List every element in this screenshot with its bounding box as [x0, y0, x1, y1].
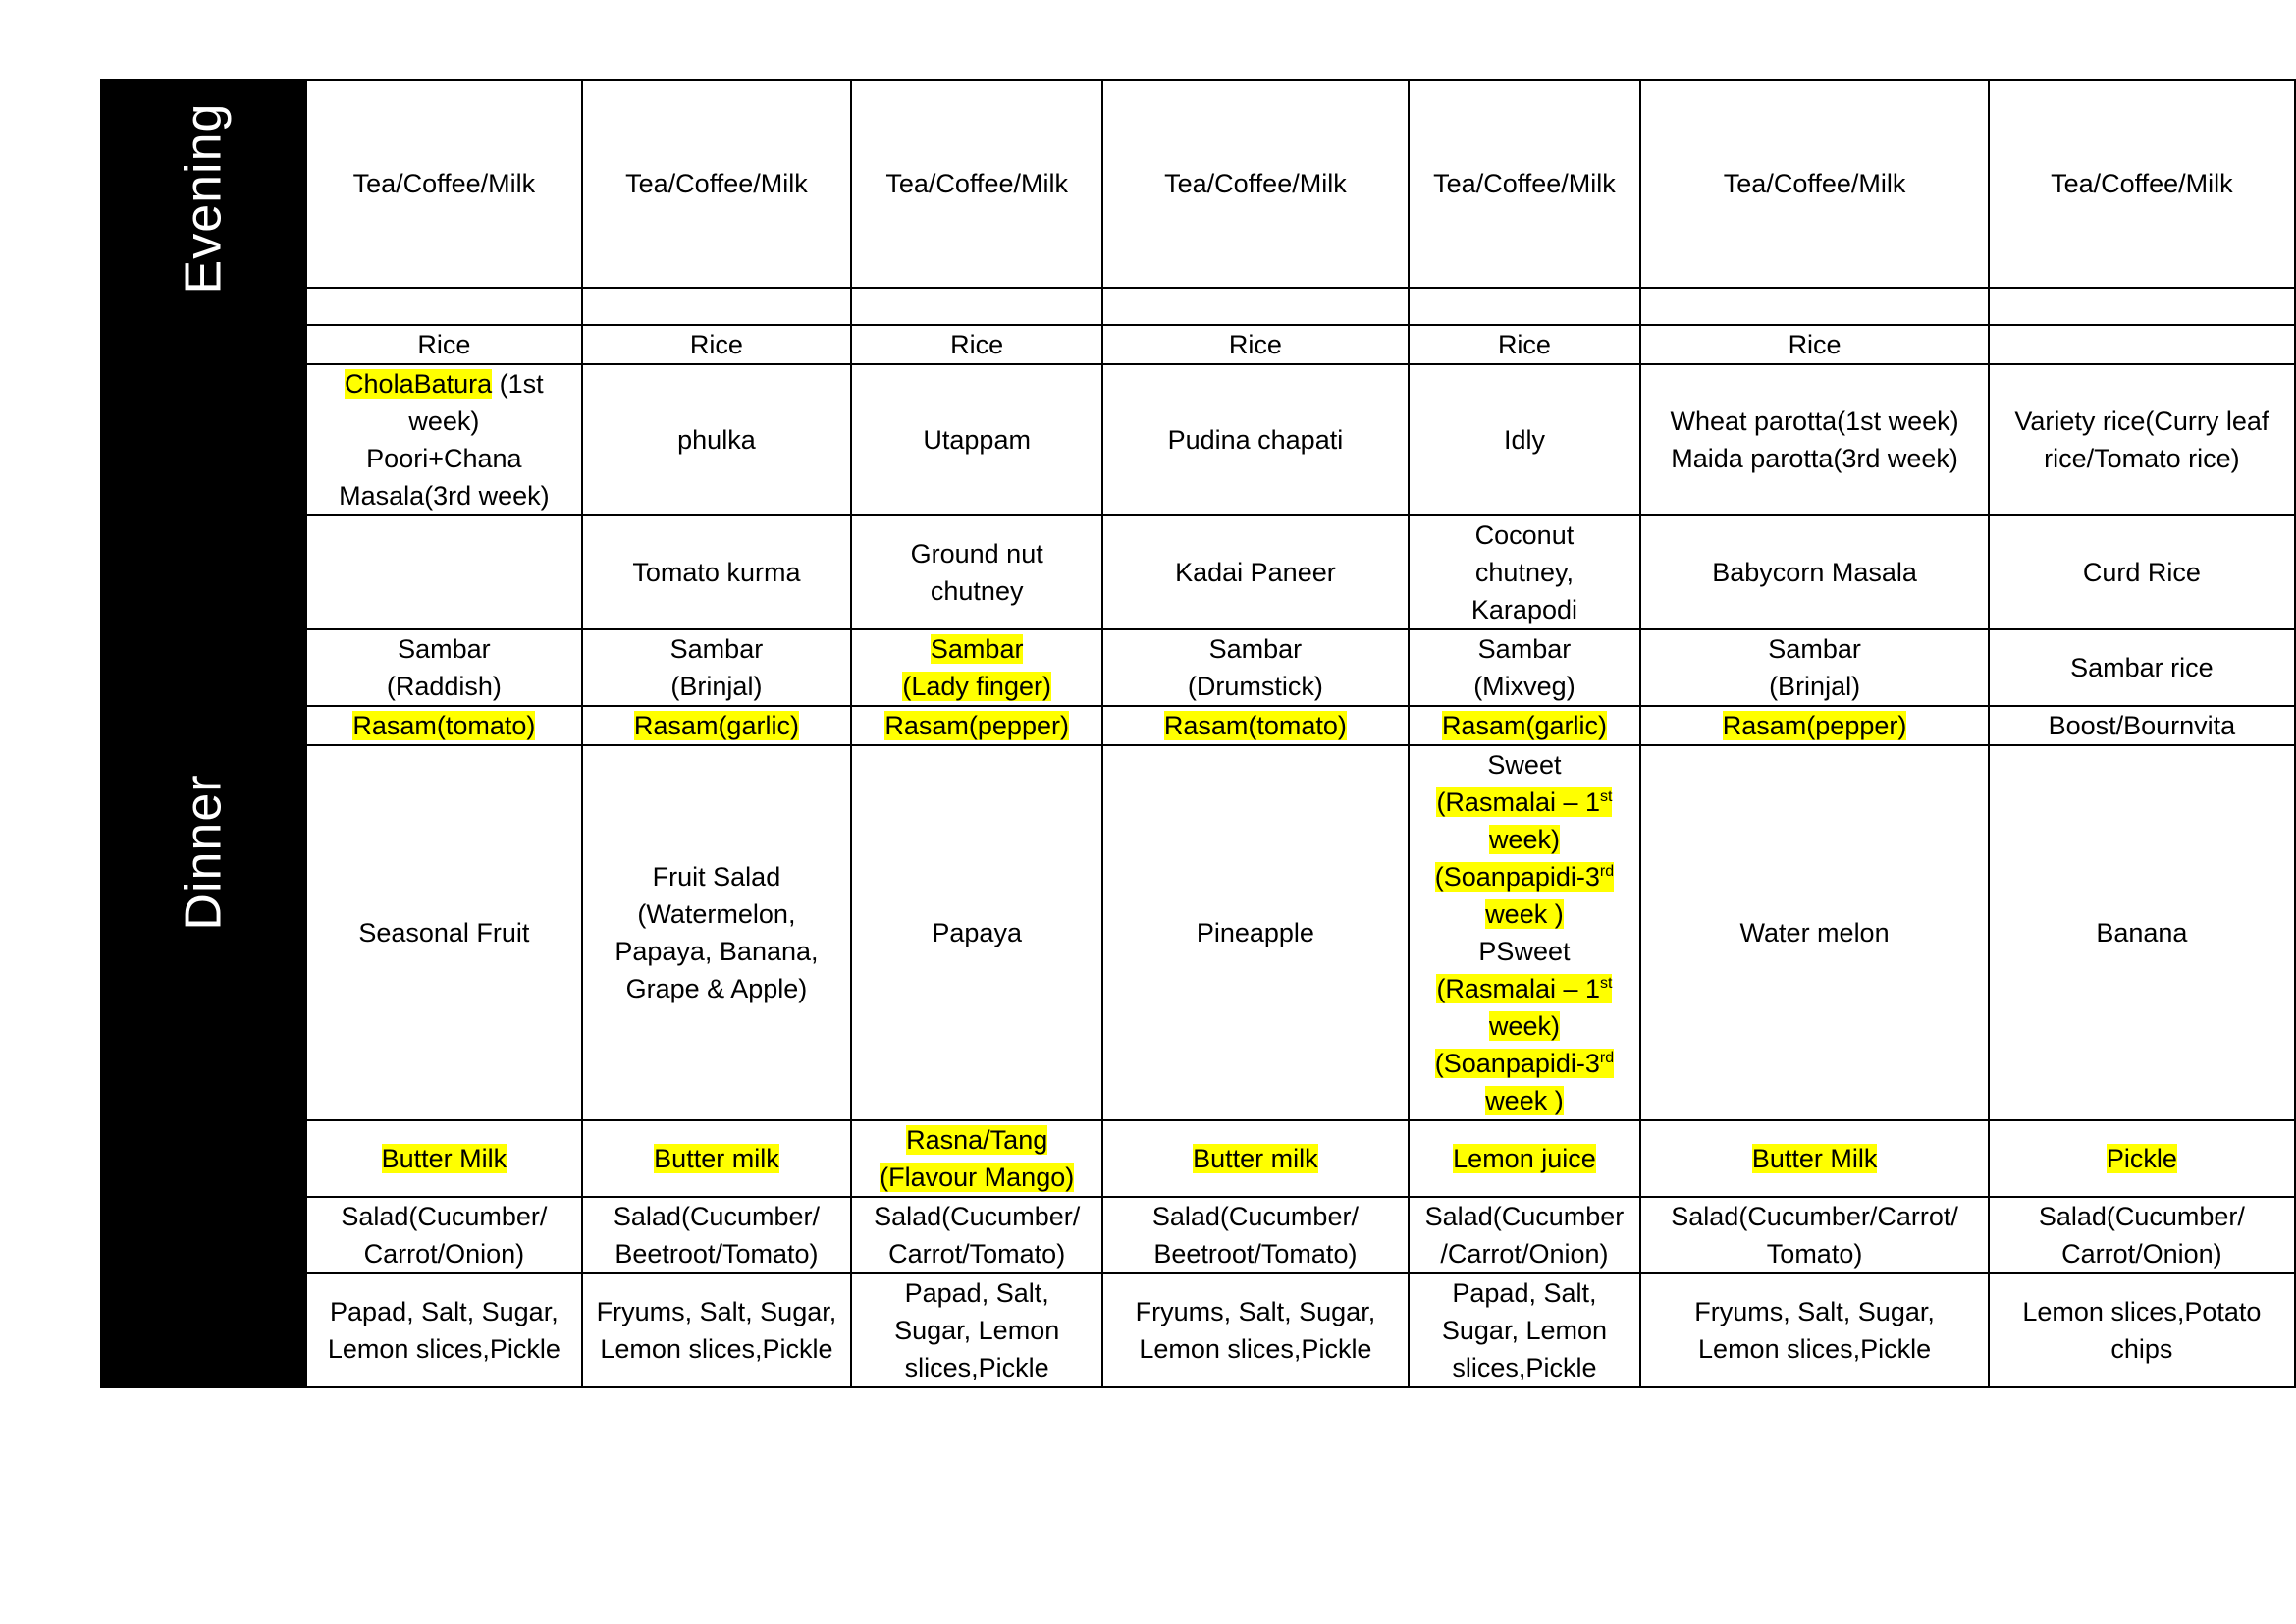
dessert-cell: Papaya — [851, 745, 1102, 1120]
dessert-text: (Watermelon, — [637, 899, 796, 929]
side-dish-cell: Babycorn Masala — [1640, 515, 1988, 629]
sambar-text: (Brinjal) — [1769, 672, 1861, 701]
salad-text: Carrot/Tomato) — [888, 1239, 1066, 1269]
rasam-cell — [306, 706, 582, 745]
salad-text: Salad(Cucumber/ — [1151, 1202, 1359, 1231]
dessert-text: Fruit Salad — [652, 862, 781, 892]
evening-drink-cell: Tea/Coffee/Milk — [582, 80, 851, 288]
dessert-highlight — [1436, 787, 1612, 817]
side-dish-cell: Curd Rice — [1989, 515, 2295, 629]
sambar-cell — [851, 629, 1102, 706]
main-dish-text: Poori+Chana — [366, 444, 522, 473]
dinner-sambar-row — [101, 629, 2295, 706]
rice-cell: Rice — [582, 325, 851, 364]
drink-cell — [1640, 1120, 1988, 1197]
sambar-cell — [1102, 629, 1408, 706]
rasam-highlight: Rasam(tomato) — [352, 711, 536, 740]
main-dish-cell: Utappam — [851, 364, 1102, 515]
side-dish-text: Coconut — [1474, 520, 1575, 550]
extras-cell — [1640, 1273, 1988, 1387]
dessert-cell — [1409, 745, 1641, 1120]
rasam-cell: Boost/Bournvita — [1989, 706, 2295, 745]
drink-highlight: Butter Milk — [1751, 1144, 1878, 1173]
salad-text: Salad(Cucumber/Carrot/ — [1671, 1202, 1958, 1231]
dessert-cell: Water melon — [1640, 745, 1988, 1120]
side-dish-text: chutney, — [1474, 558, 1574, 587]
main-dish-cell — [306, 364, 582, 515]
dessert-text: (Soanpapidi-3 — [1434, 1049, 1600, 1078]
sambar-cell — [1409, 629, 1641, 706]
rice-cell: Rice — [1409, 325, 1641, 364]
salad-text: Salad(Cucumber/ — [341, 1202, 548, 1231]
drink-cell — [1409, 1120, 1641, 1197]
sambar-cell — [306, 629, 582, 706]
drink-highlight: Butter milk — [654, 1144, 779, 1173]
rice-cell: Rice — [1102, 325, 1408, 364]
evening-drink-cell: Tea/Coffee/Milk — [851, 80, 1102, 288]
dessert-sup: rd — [1599, 863, 1615, 880]
main-dish-cell — [1989, 364, 2295, 515]
main-dish-text: Wheat parotta(1st week) — [1670, 406, 1959, 436]
salad-text: Salad(Cucumber/ — [2038, 1202, 2245, 1231]
dessert-highlight: week) — [1488, 1011, 1560, 1041]
evening-drink-cell: Tea/Coffee/Milk — [1102, 80, 1408, 288]
dinner-dessert-row — [101, 745, 2295, 1120]
evening-label: Evening — [175, 102, 233, 295]
salad-cell — [1640, 1197, 1988, 1273]
rice-cell — [1989, 325, 2295, 364]
drink-highlight: Butter Milk — [381, 1144, 507, 1173]
drink-cell — [582, 1120, 851, 1197]
dinner-drink-row — [101, 1120, 2295, 1197]
extras-text: chips — [2110, 1334, 2173, 1364]
extras-cell — [1989, 1273, 2295, 1387]
extras-text: Lemon slices,Pickle — [600, 1334, 833, 1364]
extras-text: Fryums, Salt, Sugar, — [1135, 1297, 1376, 1326]
dessert-cell — [582, 745, 851, 1120]
extras-text: Lemon slices,Pickle — [1698, 1334, 1932, 1364]
salad-text: Beetroot/Tomato) — [1153, 1239, 1358, 1269]
side-dish-cell — [851, 515, 1102, 629]
dessert-sup: st — [1600, 788, 1613, 805]
side-dish-text: Ground nut — [910, 539, 1043, 568]
extras-text: slices,Pickle — [1452, 1353, 1597, 1382]
extras-cell — [582, 1273, 851, 1387]
salad-cell — [1102, 1197, 1408, 1273]
evening-drink-cell: Tea/Coffee/Milk — [306, 80, 582, 288]
salad-text: Carrot/Onion) — [2061, 1239, 2222, 1269]
sambar-cell — [1640, 629, 1988, 706]
main-dish-text: rice/Tomato rice) — [2044, 444, 2240, 473]
main-dish-text: week) — [408, 406, 480, 436]
dessert-highlight — [1436, 974, 1612, 1003]
drink-highlight: Butter milk — [1193, 1144, 1318, 1173]
sambar-highlight: (Lady finger) — [902, 672, 1051, 701]
dessert-cell: Banana — [1989, 745, 2295, 1120]
dinner-side-row — [101, 515, 2295, 629]
drink-cell — [851, 1120, 1102, 1197]
dessert-text: (Rasmalai – 1 — [1436, 787, 1600, 817]
evening-drink-cell: Tea/Coffee/Milk — [1409, 80, 1641, 288]
rasam-highlight: Rasam(tomato) — [1163, 711, 1347, 740]
rice-cell: Rice — [1640, 325, 1988, 364]
rasam-cell — [1102, 706, 1408, 745]
rasam-cell — [1409, 706, 1641, 745]
salad-text: /Carrot/Onion) — [1440, 1239, 1609, 1269]
drink-highlight: Rasna/Tang — [906, 1125, 1048, 1155]
sambar-text: Sambar — [398, 634, 491, 664]
empty-cell — [582, 288, 851, 325]
empty-cell — [1640, 288, 1988, 325]
dessert-text: Grape & Apple) — [625, 974, 808, 1003]
salad-text: Tomato) — [1766, 1239, 1863, 1269]
empty-cell — [851, 288, 1102, 325]
menu-table — [100, 79, 2296, 1388]
rasam-cell — [851, 706, 1102, 745]
side-dish-text: chutney — [930, 576, 1024, 606]
salad-cell — [1409, 1197, 1641, 1273]
menu-sheet — [100, 79, 2296, 1388]
rasam-cell — [1640, 706, 1988, 745]
rasam-highlight: Rasam(pepper) — [1722, 711, 1907, 740]
dessert-sup: st — [1600, 975, 1613, 992]
extras-text: Fryums, Salt, Sugar, — [596, 1297, 837, 1326]
main-dish-cell — [1640, 364, 1988, 515]
extras-text: Sugar, Lemon — [894, 1316, 1060, 1345]
evening-drinks-row — [101, 80, 2295, 288]
salad-cell — [306, 1197, 582, 1273]
salad-cell — [1989, 1197, 2295, 1273]
drink-cell — [1989, 1120, 2295, 1197]
main-dish-cell: Idly — [1409, 364, 1641, 515]
main-dish-highlight: CholaBatura — [345, 369, 493, 399]
extras-cell — [1102, 1273, 1408, 1387]
sambar-text: Sambar — [1477, 634, 1572, 664]
drink-highlight: Lemon juice — [1453, 1144, 1596, 1173]
side-dish-text: Karapodi — [1470, 595, 1577, 624]
salad-text: Salad(Cucumber/ — [613, 1202, 820, 1231]
extras-text: slices,Pickle — [904, 1353, 1049, 1382]
side-dish-cell: Tomato kurma — [582, 515, 851, 629]
extras-cell — [1409, 1273, 1641, 1387]
dessert-sup: rd — [1599, 1050, 1615, 1066]
dinner-label: Dinner — [175, 774, 233, 931]
dinner-rice-row — [101, 325, 2295, 364]
empty-cell — [1409, 288, 1641, 325]
dessert-highlight — [1435, 862, 1614, 892]
salad-cell — [851, 1197, 1102, 1273]
sambar-text: Sambar — [1768, 634, 1861, 664]
extras-text: Fryums, Salt, Sugar, — [1694, 1297, 1935, 1326]
extras-cell — [851, 1273, 1102, 1387]
main-dish-text: Variety rice(Curry leaf — [2014, 406, 2269, 436]
empty-cell — [306, 288, 582, 325]
extras-text: Papad, Salt, — [904, 1278, 1049, 1308]
dinner-main-row — [101, 364, 2295, 515]
extras-text: Sugar, Lemon — [1441, 1316, 1608, 1345]
sambar-cell: Sambar rice — [1989, 629, 2295, 706]
dinner-extras-row — [101, 1273, 2295, 1387]
drink-cell — [1102, 1120, 1408, 1197]
sambar-cell — [582, 629, 851, 706]
dessert-text: PSweet — [1478, 937, 1571, 966]
dessert-text: (Rasmalai – 1 — [1436, 974, 1600, 1003]
dinner-salad-row — [101, 1197, 2295, 1273]
dessert-text: Papaya, Banana, — [614, 937, 819, 966]
drink-highlight: Pickle — [2106, 1144, 2177, 1173]
evening-drink-cell: Tea/Coffee/Milk — [1989, 80, 2295, 288]
dessert-text: Sweet — [1487, 750, 1562, 780]
side-dish-cell — [306, 515, 582, 629]
main-dish-text: Maida parotta(3rd week) — [1671, 444, 1958, 473]
dessert-highlight — [1435, 1049, 1614, 1078]
extras-text: Papad, Salt, — [1452, 1278, 1597, 1308]
empty-cell — [1989, 288, 2295, 325]
evening-drink-cell: Tea/Coffee/Milk — [1640, 80, 1988, 288]
dessert-cell: Pineapple — [1102, 745, 1408, 1120]
drink-highlight: (Flavour Mango) — [880, 1163, 1075, 1192]
rasam-cell — [582, 706, 851, 745]
extras-text: Papad, Salt, Sugar, — [330, 1297, 559, 1326]
rice-cell: Rice — [306, 325, 582, 364]
evening-spacer-row — [101, 288, 2295, 325]
dinner-section-label — [101, 325, 306, 1387]
rice-cell: Rice — [851, 325, 1102, 364]
sambar-text: (Mixveg) — [1473, 672, 1575, 701]
dessert-highlight: week ) — [1485, 899, 1564, 929]
side-dish-cell — [1409, 515, 1641, 629]
salad-text: Salad(Cucumber/ — [874, 1202, 1081, 1231]
salad-cell — [582, 1197, 851, 1273]
sambar-text: Sambar — [1208, 634, 1303, 664]
extras-cell — [306, 1273, 582, 1387]
dessert-highlight: week) — [1488, 825, 1560, 854]
extras-text: Lemon slices,Pickle — [327, 1334, 561, 1364]
dinner-rasam-row — [101, 706, 2295, 745]
sambar-text: (Brinjal) — [670, 672, 763, 701]
main-dish-cell: phulka — [582, 364, 851, 515]
sambar-highlight: Sambar — [930, 634, 1024, 664]
main-dish-cell: Pudina chapati — [1102, 364, 1408, 515]
salad-text: Beetroot/Tomato) — [614, 1239, 819, 1269]
salad-text: Carrot/Onion) — [363, 1239, 525, 1269]
sambar-text: (Drumstick) — [1187, 672, 1323, 701]
empty-cell — [1102, 288, 1408, 325]
dessert-highlight: week ) — [1485, 1086, 1564, 1115]
salad-text: Salad(Cucumber — [1424, 1202, 1625, 1231]
rasam-highlight: Rasam(garlic) — [633, 711, 799, 740]
extras-text: Lemon slices,Pickle — [1139, 1334, 1372, 1364]
main-dish-text: (1st — [492, 369, 544, 399]
sambar-text: Sambar — [669, 634, 764, 664]
rasam-highlight: Rasam(garlic) — [1441, 711, 1607, 740]
extras-text: Lemon slices,Potato — [2022, 1297, 2262, 1326]
rasam-highlight: Rasam(pepper) — [884, 711, 1069, 740]
evening-section-label — [101, 80, 306, 325]
sambar-text: (Raddish) — [386, 672, 502, 701]
dessert-cell: Seasonal Fruit — [306, 745, 582, 1120]
main-dish-text: Masala(3rd week) — [339, 481, 550, 511]
side-dish-cell: Kadai Paneer — [1102, 515, 1408, 629]
dessert-text: (Soanpapidi-3 — [1434, 862, 1600, 892]
drink-cell — [306, 1120, 582, 1197]
